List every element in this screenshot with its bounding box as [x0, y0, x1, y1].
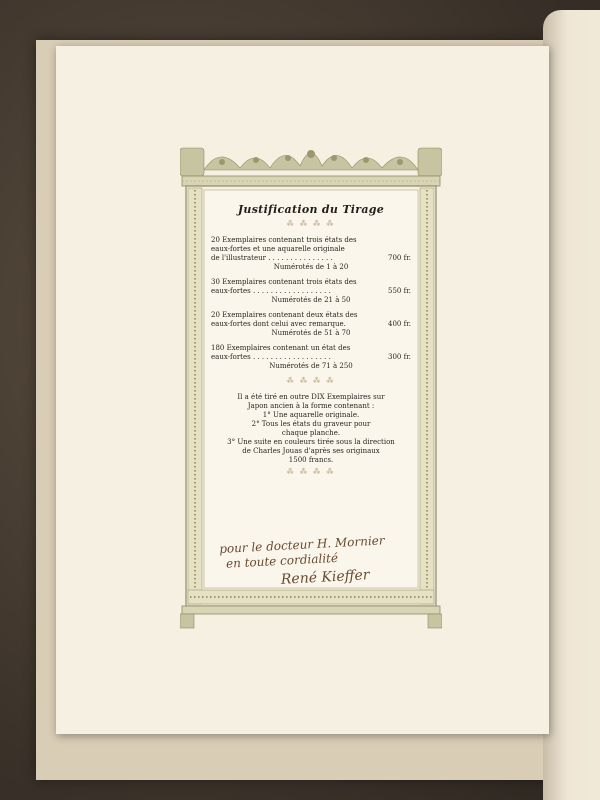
entry-line: 30 Exemplaires contenant trois états des — [211, 278, 357, 286]
entry-price-line — [211, 320, 411, 329]
entry-line: eaux-fortes et une aquarelle originale — [211, 245, 345, 253]
facing-page — [543, 10, 600, 800]
edition-entry-3 — [211, 311, 411, 338]
notice-line: 3° Une suite en couleurs tirée sous la direction — [227, 438, 395, 446]
notice-line: 1500 francs. — [288, 456, 334, 464]
entry-price: 700 fr. — [388, 254, 411, 262]
entry-line: 20 Exemplaires contenant trois états des — [211, 236, 357, 244]
signature: René Kieffer — [280, 567, 370, 588]
page-title: Justification du Tirage — [237, 203, 385, 216]
ornament-divider: ⁂ ⁂ ⁂ ⁂ — [286, 377, 336, 385]
edition-entry-2 — [211, 278, 411, 305]
entry-price-line — [211, 287, 411, 296]
entry-price-text: eaux-fortes . . . . . . . . . . . . . . . . . . — [211, 287, 331, 295]
edition-entry-1 — [211, 236, 411, 272]
entry-numbering: Numérotés de 21 à 50 — [271, 296, 351, 304]
entry-numbering: Numérotés de 71 à 250 — [269, 362, 353, 370]
entry-price-text: eaux-fortes dont celui avec remarque. — [211, 320, 346, 328]
entry-price-text: de l'illustrateur . . . . . . . . . . . . . . . — [211, 254, 333, 262]
notice-line: Japon ancien à la forme contenant : — [247, 402, 375, 410]
entry-line: 180 Exemplaires contenant un état des — [211, 344, 351, 352]
entry-price: 400 fr. — [388, 320, 411, 328]
entry-price: 300 fr. — [388, 353, 411, 361]
notice-line: 1° Une aquarelle originale. — [262, 411, 360, 419]
notice-line: Il a été tiré en outre DIX Exemplaires sur — [237, 393, 385, 401]
ornament-divider: ⁂ ⁂ ⁂ ⁂ — [286, 468, 336, 476]
entry-price-line — [211, 254, 411, 263]
entry-price-text: eaux-fortes . . . . . . . . . . . . . . . . . . — [211, 353, 331, 361]
notice-line: de Charles Jouas d'après ses originaux — [242, 447, 380, 455]
inscription-line: pour le docteur H. Mornier — [218, 533, 385, 557]
notice-line: 2° Tous les états du graveur pour — [251, 420, 371, 428]
entry-numbering: Numérotés de 1 à 20 — [273, 263, 349, 271]
entry-line: 20 Exemplaires contenant deux états des — [211, 311, 358, 319]
notice-line: chaque planche. — [281, 429, 341, 437]
entry-price-line — [211, 353, 411, 362]
inscription-line: en toute cordialité — [225, 550, 339, 571]
japon-notice — [211, 393, 411, 465]
ornament-divider: ⁂ ⁂ ⁂ ⁂ — [286, 220, 336, 228]
entry-price: 550 fr. — [388, 287, 411, 295]
entry-numbering: Numérotés de 51 à 70 — [271, 329, 351, 337]
edition-entry-4 — [211, 344, 411, 371]
